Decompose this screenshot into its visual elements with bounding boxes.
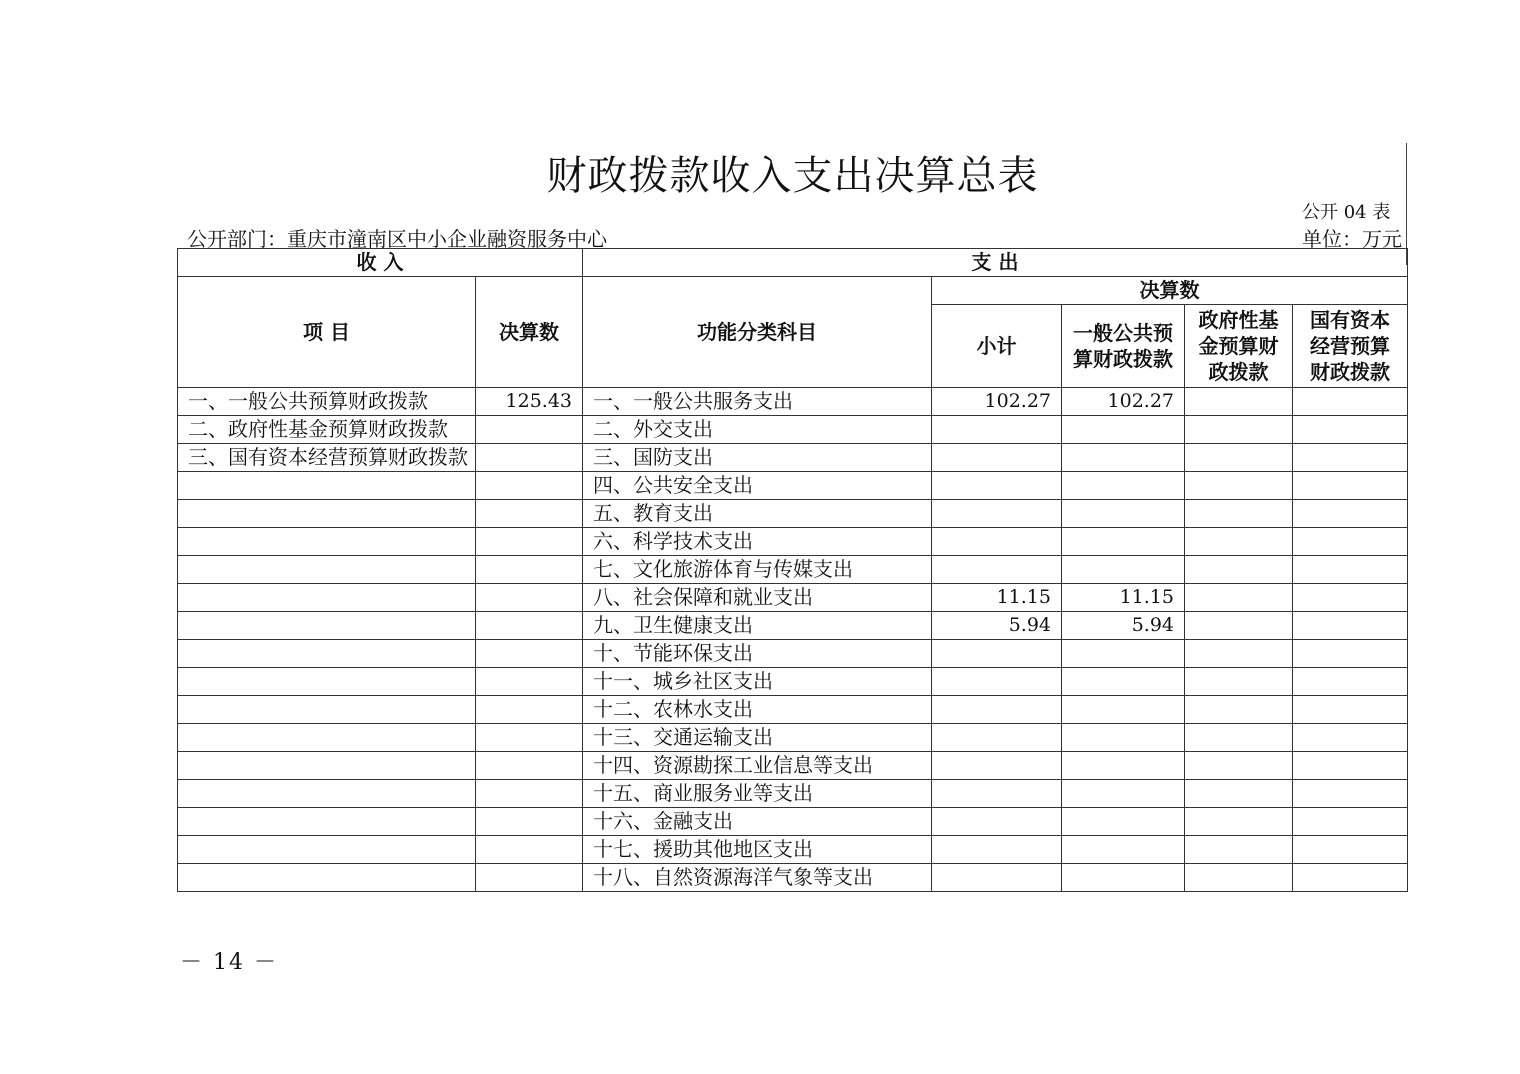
income-amount-cell xyxy=(476,668,583,696)
expense-category-cell: 十七、援助其他地区支出 xyxy=(583,836,932,864)
gov-fund-cell xyxy=(1185,696,1293,724)
general-public-cell xyxy=(1062,416,1185,444)
budget-table xyxy=(177,248,1408,892)
state-capital-cell xyxy=(1293,780,1408,808)
state-capital-cell xyxy=(1293,416,1408,444)
subtotal-cell: 102.27 xyxy=(932,388,1062,416)
subtotal-cell xyxy=(932,416,1062,444)
state-capital-cell xyxy=(1293,724,1408,752)
expense-category-cell: 五、教育支出 xyxy=(583,500,932,528)
general-public-cell xyxy=(1062,808,1185,836)
subtotal-cell xyxy=(932,556,1062,584)
table-row xyxy=(178,668,1408,696)
table-row xyxy=(178,864,1408,892)
table-row xyxy=(178,388,1408,416)
subtotal-cell xyxy=(932,668,1062,696)
subtotal-cell xyxy=(932,724,1062,752)
gov-fund-cell xyxy=(1185,584,1293,612)
state-capital-cell xyxy=(1293,752,1408,780)
general-public-cell xyxy=(1062,640,1185,668)
header-func-category: 功能分类科目 xyxy=(583,277,932,388)
subtotal-cell xyxy=(932,472,1062,500)
income-item-cell xyxy=(178,668,476,696)
gov-fund-cell xyxy=(1185,808,1293,836)
state-capital-cell xyxy=(1293,864,1408,892)
gov-fund-cell xyxy=(1185,668,1293,696)
expense-category-cell: 十六、金融支出 xyxy=(583,808,932,836)
expense-category-cell: 十四、资源勘探工业信息等支出 xyxy=(583,752,932,780)
expense-category-cell: 二、外交支出 xyxy=(583,416,932,444)
gov-fund-cell xyxy=(1185,472,1293,500)
expense-category-cell: 九、卫生健康支出 xyxy=(583,612,932,640)
income-item-cell xyxy=(178,584,476,612)
state-capital-cell xyxy=(1293,444,1408,472)
general-public-cell xyxy=(1062,472,1185,500)
general-public-cell xyxy=(1062,556,1185,584)
subtotal-cell: 5.94 xyxy=(932,612,1062,640)
income-item-cell: 三、国有资本经营预算财政拨款 xyxy=(178,444,476,472)
general-public-cell: 11.15 xyxy=(1062,584,1185,612)
expense-category-cell: 四、公共安全支出 xyxy=(583,472,932,500)
subtotal-cell xyxy=(932,528,1062,556)
general-public-cell xyxy=(1062,444,1185,472)
income-item-cell xyxy=(178,612,476,640)
header-general-public: 一般公共预算财政拨款 xyxy=(1062,305,1185,388)
gov-fund-cell xyxy=(1185,416,1293,444)
income-item-cell xyxy=(178,808,476,836)
state-capital-cell xyxy=(1293,612,1408,640)
general-public-cell xyxy=(1062,752,1185,780)
state-capital-cell xyxy=(1293,668,1408,696)
subtotal-cell xyxy=(932,808,1062,836)
state-capital-cell xyxy=(1293,388,1408,416)
income-item-cell: 一、一般公共预算财政拨款 xyxy=(178,388,476,416)
table-row xyxy=(178,528,1408,556)
general-public-cell xyxy=(1062,500,1185,528)
table-row xyxy=(178,584,1408,612)
table-row xyxy=(178,752,1408,780)
income-amount-cell xyxy=(476,864,583,892)
general-public-cell xyxy=(1062,724,1185,752)
expense-category-cell: 十五、商业服务业等支出 xyxy=(583,780,932,808)
table-row xyxy=(178,696,1408,724)
income-item-cell xyxy=(178,780,476,808)
state-capital-cell xyxy=(1293,528,1408,556)
subtotal-cell xyxy=(932,444,1062,472)
income-item-cell xyxy=(178,696,476,724)
gov-fund-cell xyxy=(1185,500,1293,528)
income-amount-cell xyxy=(476,612,583,640)
unit-label: 单位：万元 xyxy=(1302,227,1402,251)
gov-fund-cell xyxy=(1185,640,1293,668)
gov-fund-cell xyxy=(1185,836,1293,864)
subtotal-cell xyxy=(932,864,1062,892)
income-amount-cell xyxy=(476,500,583,528)
income-amount-cell xyxy=(476,472,583,500)
department-label: 公开部门：重庆市潼南区中小企业融资服务中心 xyxy=(187,227,607,251)
gov-fund-cell xyxy=(1185,724,1293,752)
gov-fund-cell xyxy=(1185,780,1293,808)
general-public-cell xyxy=(1062,864,1185,892)
header-item: 项 目 xyxy=(178,277,476,388)
table-row xyxy=(178,836,1408,864)
table-row xyxy=(178,500,1408,528)
income-item-cell xyxy=(178,500,476,528)
general-public-cell xyxy=(1062,696,1185,724)
income-amount-cell xyxy=(476,444,583,472)
subtotal-cell: 11.15 xyxy=(932,584,1062,612)
subtotal-cell xyxy=(932,640,1062,668)
table-row xyxy=(178,612,1408,640)
header-final-amount: 决算数 xyxy=(476,277,583,388)
expense-category-cell: 七、文化旅游体育与传媒支出 xyxy=(583,556,932,584)
income-amount-cell: 125.43 xyxy=(476,388,583,416)
state-capital-cell xyxy=(1293,500,1408,528)
income-amount-cell xyxy=(476,528,583,556)
subtotal-cell xyxy=(932,836,1062,864)
table-row xyxy=(178,724,1408,752)
gov-fund-cell xyxy=(1185,556,1293,584)
income-item-cell xyxy=(178,864,476,892)
income-item-cell: 二、政府性基金预算财政拨款 xyxy=(178,416,476,444)
subtotal-cell xyxy=(932,780,1062,808)
income-amount-cell xyxy=(476,640,583,668)
subtotal-cell xyxy=(932,500,1062,528)
header-expense: 支 出 xyxy=(583,249,1408,277)
income-item-cell xyxy=(178,556,476,584)
general-public-cell xyxy=(1062,668,1185,696)
header-state-capital: 国有资本经营预算财政拨款 xyxy=(1293,305,1408,388)
page-title: 财政拨款收入支出决算总表 xyxy=(546,153,1039,199)
general-public-cell: 5.94 xyxy=(1062,612,1185,640)
table-row xyxy=(178,640,1408,668)
expense-category-cell: 三、国防支出 xyxy=(583,444,932,472)
table-row xyxy=(178,444,1408,472)
table-row xyxy=(178,472,1408,500)
income-amount-cell xyxy=(476,752,583,780)
table-number: 公开 04 表 xyxy=(1302,202,1391,223)
income-amount-cell xyxy=(476,696,583,724)
expense-category-cell: 八、社会保障和就业支出 xyxy=(583,584,932,612)
gov-fund-cell xyxy=(1185,612,1293,640)
income-amount-cell xyxy=(476,556,583,584)
income-amount-cell xyxy=(476,808,583,836)
table-row xyxy=(178,416,1408,444)
header-income: 收 入 xyxy=(178,249,583,277)
state-capital-cell xyxy=(1293,584,1408,612)
expense-category-cell: 六、科学技术支出 xyxy=(583,528,932,556)
expense-category-cell: 十三、交通运输支出 xyxy=(583,724,932,752)
general-public-cell: 102.27 xyxy=(1062,388,1185,416)
expense-category-cell: 十、节能环保支出 xyxy=(583,640,932,668)
income-amount-cell xyxy=(476,584,583,612)
general-public-cell xyxy=(1062,836,1185,864)
income-amount-cell xyxy=(476,836,583,864)
gov-fund-cell xyxy=(1185,528,1293,556)
gov-fund-cell xyxy=(1185,388,1293,416)
income-item-cell xyxy=(178,640,476,668)
expense-category-cell: 十二、农林水支出 xyxy=(583,696,932,724)
income-amount-cell xyxy=(476,780,583,808)
income-item-cell xyxy=(178,528,476,556)
state-capital-cell xyxy=(1293,696,1408,724)
income-item-cell xyxy=(178,724,476,752)
expense-category-cell: 一、一般公共服务支出 xyxy=(583,388,932,416)
header-final-group: 决算数 xyxy=(932,277,1408,305)
table-row xyxy=(178,556,1408,584)
state-capital-cell xyxy=(1293,556,1408,584)
state-capital-cell xyxy=(1293,472,1408,500)
income-item-cell xyxy=(178,752,476,780)
gov-fund-cell xyxy=(1185,752,1293,780)
state-capital-cell xyxy=(1293,836,1408,864)
gov-fund-cell xyxy=(1185,444,1293,472)
page-number: － 14 － xyxy=(180,950,278,975)
subtotal-cell xyxy=(932,752,1062,780)
general-public-cell xyxy=(1062,528,1185,556)
income-amount-cell xyxy=(476,724,583,752)
state-capital-cell xyxy=(1293,808,1408,836)
subtotal-cell xyxy=(932,696,1062,724)
expense-category-cell: 十八、自然资源海洋气象等支出 xyxy=(583,864,932,892)
header-gov-fund: 政府性基金预算财政拨款 xyxy=(1185,305,1293,388)
expense-category-cell: 十一、城乡社区支出 xyxy=(583,668,932,696)
table-row xyxy=(178,780,1408,808)
header-subtotal: 小计 xyxy=(932,305,1062,388)
general-public-cell xyxy=(1062,780,1185,808)
gov-fund-cell xyxy=(1185,864,1293,892)
income-amount-cell xyxy=(476,416,583,444)
table-row xyxy=(178,808,1408,836)
income-item-cell xyxy=(178,836,476,864)
income-item-cell xyxy=(178,472,476,500)
state-capital-cell xyxy=(1293,640,1408,668)
